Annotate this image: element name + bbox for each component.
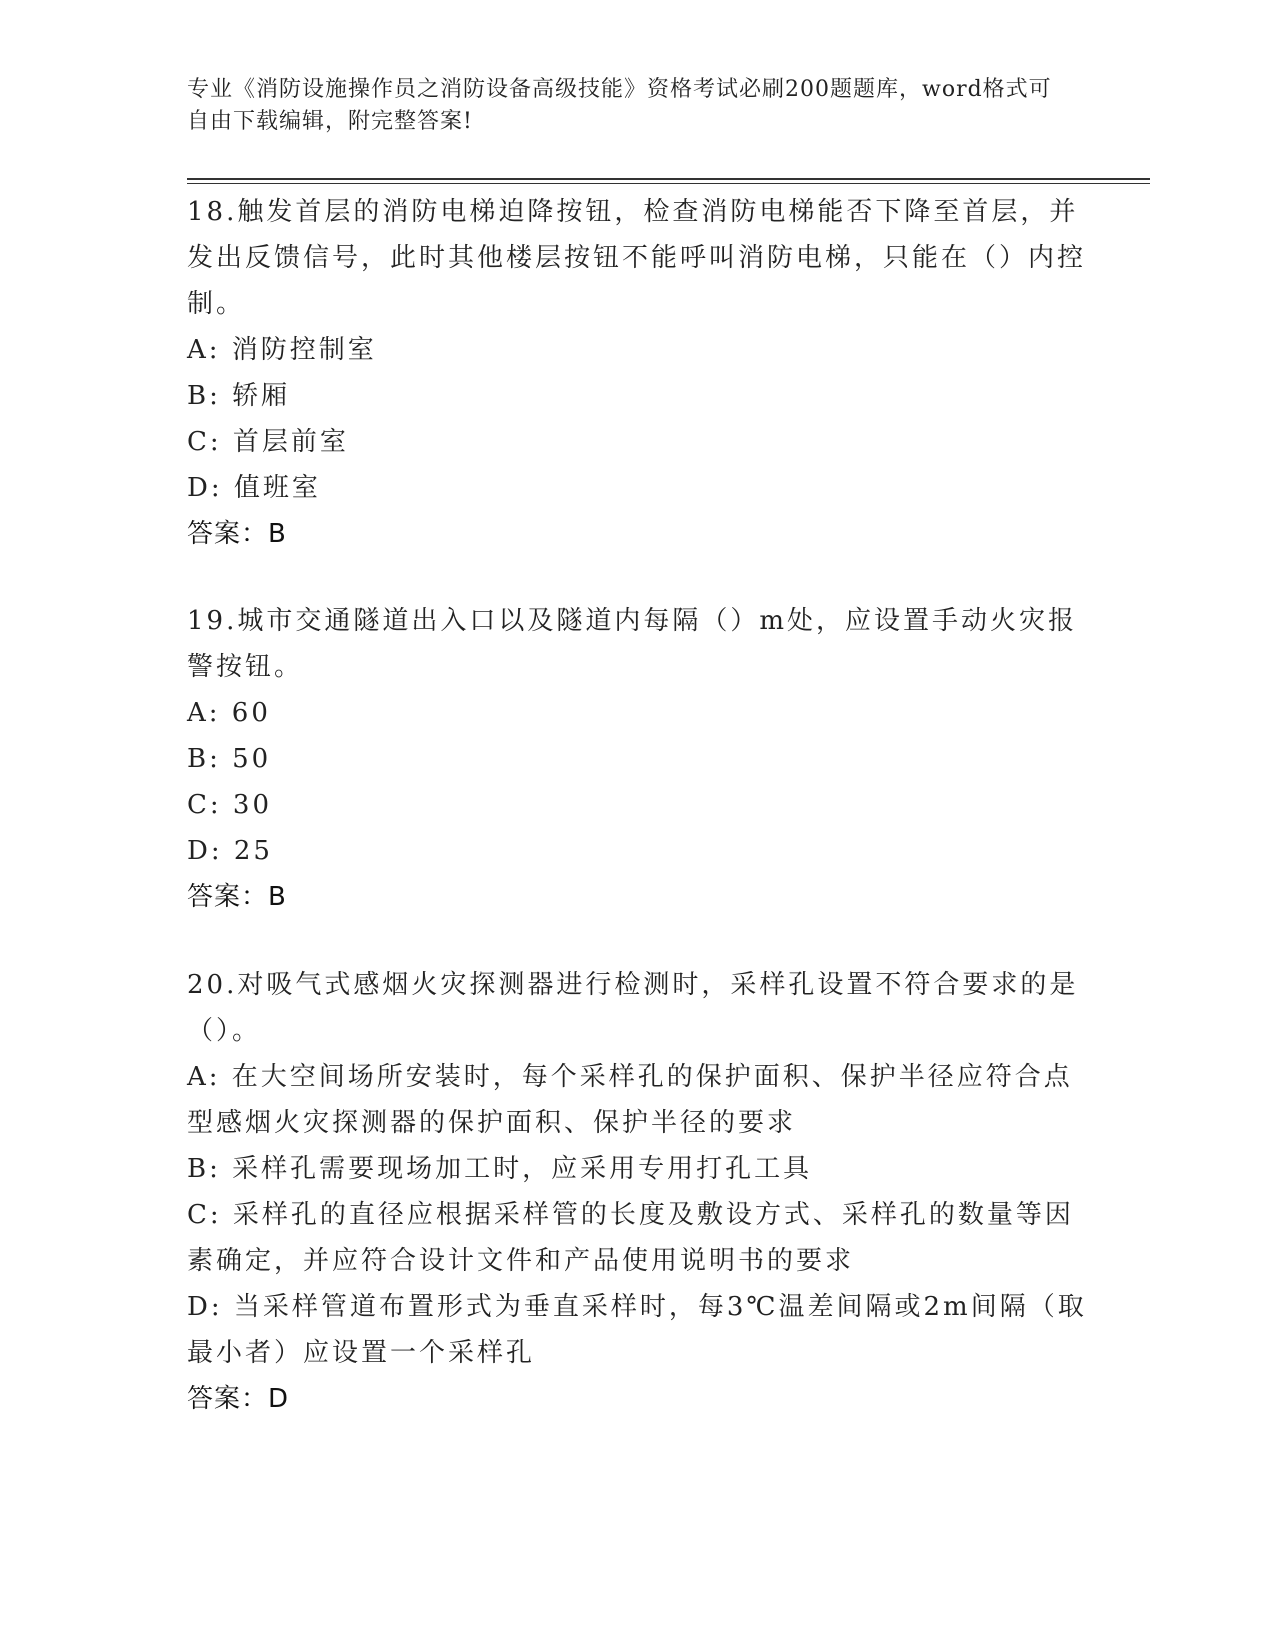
question-stem: 18.触发首层的消防电梯迫降按钮，检查消防电梯能否下降至首层，并发出反馈信号，此时其他楼层按钮不能呼叫消防电梯，只能在（）内控制。 [187,197,1087,319]
answer: 答案：D [187,1384,290,1414]
option-a: A: 在大空间场所安装时，每个采样孔的保护面积、保护半径应符合点型感烟火灾探测器的保护面积、保护半径的要求 [187,1062,1073,1138]
option-a: A: 60 [187,698,271,728]
question-19 [187,598,1087,920]
question-18 [187,189,1087,557]
option-c: C: 首层前室 [187,427,349,457]
document-header: 专业《消防设施操作员之消防设备高级技能》资格考试必刷200题题库，word格式可自由下载编辑，附完整答案! [187,77,1052,134]
option-d: D: 值班室 [187,473,321,503]
option-b: B: 50 [187,744,272,774]
option-d: D: 当采样管道布置形式为垂直采样时，每3℃温差间隔或2m间隔（取最小者）应设置一个采样孔 [187,1292,1087,1368]
option-c: C: 采样孔的直径应根据采样管的长度及敷设方式、采样孔的数量等因素确定，并应符合设计文件和产品使用说明书的要求 [187,1200,1074,1276]
question-20 [187,962,1087,1422]
answer: 答案：B [187,882,287,912]
option-b: B: 采样孔需要现场加工时，应采用专用打孔工具 [187,1154,813,1184]
question-stem: 19.城市交通隧道出入口以及隧道内每隔（）m处，应设置手动火灾报警按钮。 [187,606,1078,682]
option-b: B: 轿厢 [187,381,291,411]
question-stem: 20.对吸气式感烟火灾探测器进行检测时，采样孔设置不符合要求的是（）。 [187,970,1079,1046]
answer: 答案：B [187,519,287,549]
header-divider-thick [187,178,1150,180]
option-c: C: 30 [187,790,273,820]
option-d: D: 25 [187,836,273,866]
header-divider-thin [187,183,1150,184]
option-a: A: 消防控制室 [187,335,377,365]
